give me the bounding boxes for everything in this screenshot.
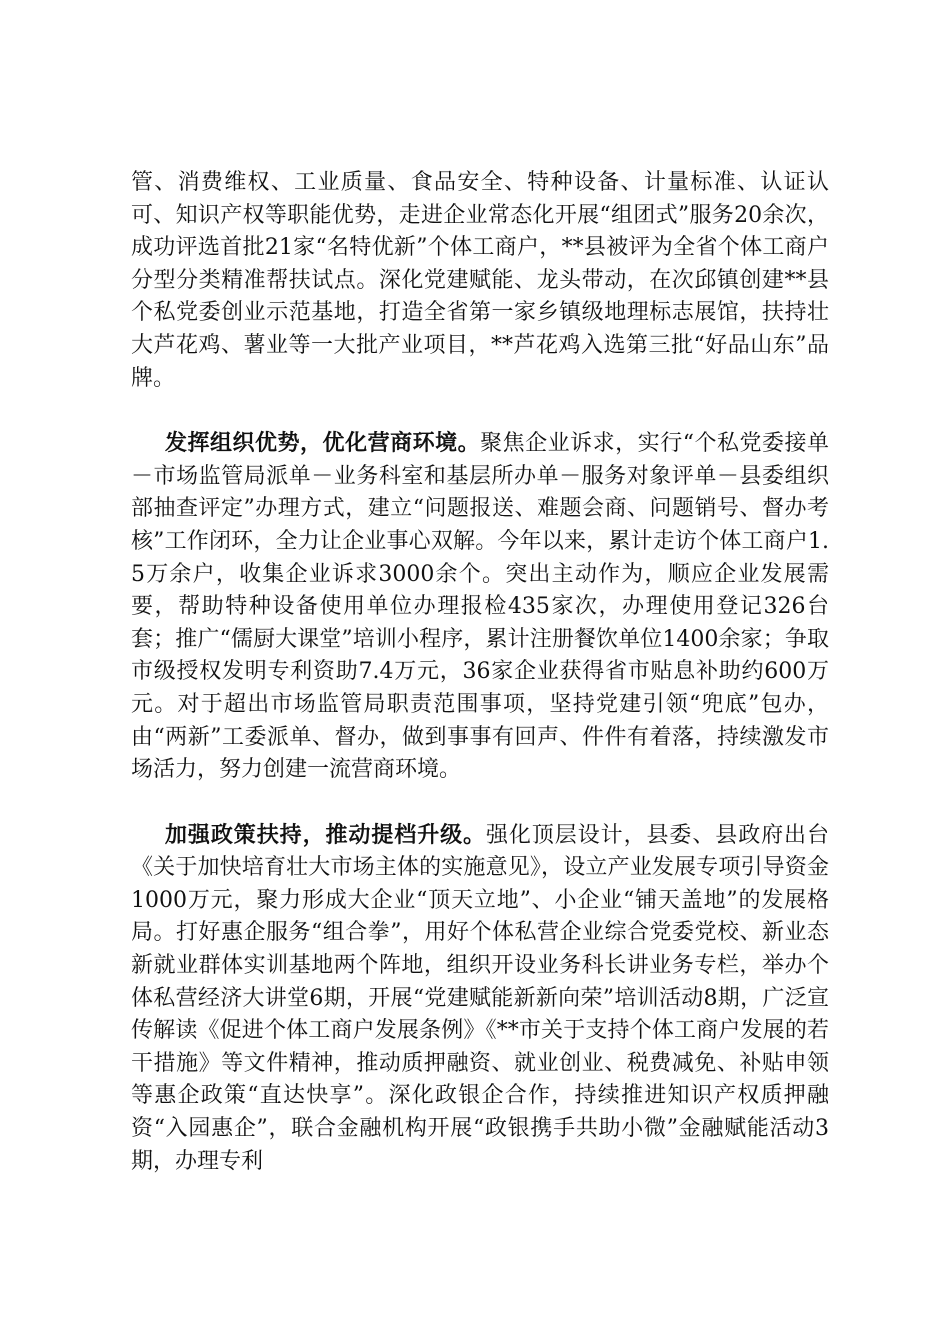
paragraph-heading: 发挥组织优势，优化营商环境。 [165, 430, 481, 457]
paragraph-body: 聚焦企业诉求，实行“个私党委接单－市场监管局派单－业务科室和基层所办单－服务对象评单－县委组织部抽查评定”办理方式，建立“问题报送、难题会商、问题销号、督办考核”工作闭环，全力让企业事心双解。今年以来，累计走访个体工商户1.5万余户，收集企业诉求3000余个。突出主动作为，顺应企业发展需要，帮助特种设备使用单位办理报检435家次，办理使用登记326台套；推广“儒厨大课堂”培训小程序，累计注册餐饮单位1400余家；争取市级授权发明专利资助7.4万元，36家企业获得省市贴息补助约600万元。对于超出市场监管局职责范围事项，坚持党建引领“兜底”包办，由“两新”工委派单、督办，做到事事有回声、件件有着落，持续激发市场活力，努力创建一流营商环境。 [131, 431, 829, 783]
paragraph-heading: 加强政策扶持，推动提档升级。 [165, 821, 486, 848]
paragraph-body: 管、消费维权、工业质量、食品安全、特种设备、计量标准、认证认可、知识产权等职能优势，走进企业常态化开展“组团式”服务20余次，成功评选首批21家“名特优新”个体工商户，**县被评为全省个体工商户分型分类精准帮扶试点。深化党建赋能、龙头带动，在次邱镇创建**县个私党委创业示范基地，打造全省第一家乡镇级地理标志展馆，扶持壮大芦花鸡、薯业等一大批产业项目，**芦花鸡入选第三批“好品山东”品牌。 [131, 170, 829, 391]
paragraph-body: 强化顶层设计，县委、县政府出台《关于加快培育壮大市场主体的实施意见》，设立产业发展专项引导资金1000万元，聚力形成大企业“顶天立地”、小企业“铺天盖地”的发展格局。打好惠企服务“组合拳”，用好个体私营企业综合党委党校、新业态新就业群体实训基地两个阵地，组织开设业务科长讲业务专栏，举办个体私营经济大讲堂6期，开展“党建赋能新新向荣”培训活动8期，广泛宣传解读《促进个体工商户发展条例》《**市关于支持个体工商户发展的若干措施》等文件精神，推动质押融资、就业创业、税费减免、补贴申领等惠企政策“直达快享”。深化政银企合作，持续推进知识产权质押融资“入园惠企”，联合金融机构开展“政银携手共助小微”金融赋能活动3期，办理专利 [131, 822, 829, 1174]
paragraph-business-environment [131, 427, 829, 787]
document-body [131, 167, 829, 1178]
paragraph-policy-support [131, 819, 829, 1179]
paragraph-continuation [131, 167, 829, 395]
